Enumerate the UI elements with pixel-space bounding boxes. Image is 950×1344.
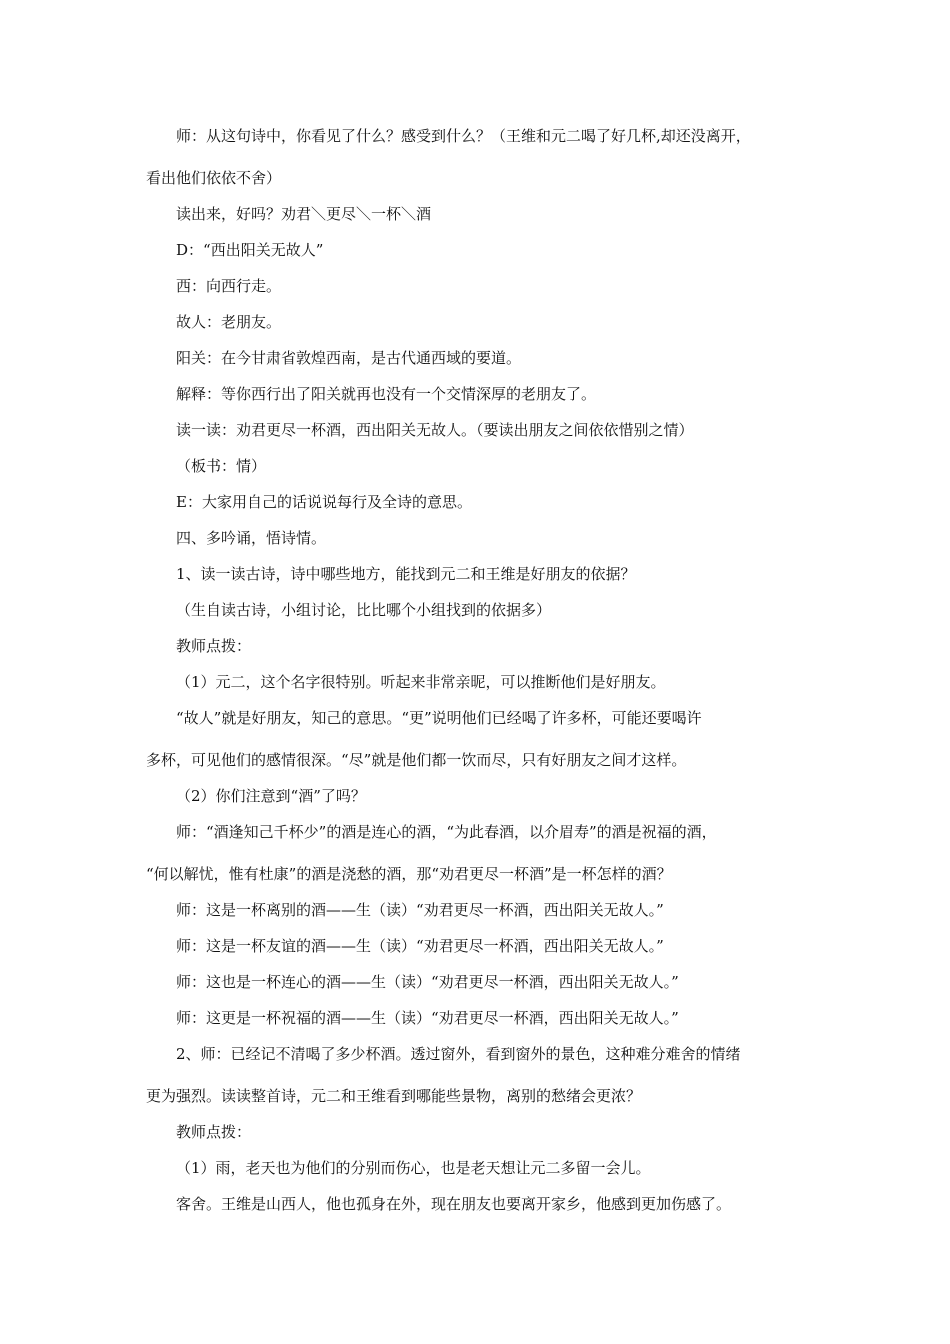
paragraph-line: D：“西出阳关无故人”: [176, 241, 324, 259]
paragraph-line: （板书：情）: [176, 457, 267, 475]
paragraph-line: （1）元二，这个名字很特别。听起来非常亲昵，可以推断他们是好朋友。: [176, 673, 666, 691]
paragraph-line: 教师点拨：: [176, 1123, 252, 1141]
section-heading: 四、多吟诵，悟诗情。: [176, 529, 327, 547]
paragraph-line: 读一读：劝君更尽一杯酒，西出阳关无故人。（要读出朋友之间依依惜别之情）: [176, 421, 694, 439]
paragraph-line: 西：向西行走。: [176, 277, 282, 295]
paragraph-line: 师：这是一杯友谊的酒——生（读）“劝君更尽一杯酒，西出阳关无故人。”: [176, 937, 664, 955]
paragraph-line: “故人”就是好朋友，知己的意思。“更”说明他们已经喝了许多杯，可能还要喝许: [176, 709, 702, 727]
paragraph-line: 客舍。王维是山西人，他也孤身在外，现在朋友也要离开家乡，他感到更加伤感了。: [176, 1195, 732, 1213]
paragraph-line: 解释：等你西行出了阳关就再也没有一个交情深厚的老朋友了。: [176, 385, 597, 403]
paragraph-line: 1、读一读古诗，诗中哪些地方，能找到元二和王维是好朋友的依据？: [176, 565, 636, 583]
paragraph-line: 师：从这句诗中，你看见了什么？感受到什么？（王维和元二喝了好几杯,却还没离开，: [176, 127, 751, 145]
paragraph-line: 师：这更是一杯祝福的酒——生（读）“劝君更尽一杯酒，西出阳关无故人。”: [176, 1009, 679, 1027]
paragraph-line: （2）你们注意到“酒”了吗？: [176, 787, 366, 805]
paragraph-line: 更为强烈。读读整首诗，元二和王维看到哪能些景物，离别的愁绪会更浓？: [146, 1087, 642, 1105]
paragraph-line: 阳关：在今甘肃省敦煌西南，是古代通西域的要道。: [176, 349, 522, 367]
paragraph-line: “何以解忧，惟有杜康”的酒是浇愁的酒，那“劝君更尽一杯酒”是一杯怎样的酒？: [146, 865, 672, 883]
paragraph-line: 多杯，可见他们的感情很深。“尽”就是他们都一饮而尽，只有好朋友之间才这样。: [146, 751, 687, 769]
paragraph-line: 教师点拨：: [176, 637, 252, 655]
paragraph-line: （1）雨，老天也为他们的分别而伤心，也是老天想让元二多留一会儿。: [176, 1159, 651, 1177]
paragraph-line: 看出他们依依不舍）: [146, 169, 282, 187]
paragraph-line: 故人：老朋友。: [176, 313, 282, 331]
paragraph-line: 读出来，好吗？劝君＼更尽＼一杯＼酒: [176, 205, 432, 223]
paragraph-line: E：大家用自己的话说说每行及全诗的意思。: [176, 493, 472, 511]
paragraph-line: 师：这是一杯离别的酒——生（读）“劝君更尽一杯酒，西出阳关无故人。”: [176, 901, 664, 919]
paragraph-line: 师：“酒逢知己千杯少”的酒是连心的酒，“为此春酒，以介眉寿”的酒是祝福的酒，: [176, 823, 717, 841]
paragraph-line: 2、师：已经记不清喝了多少杯酒。透过窗外，看到窗外的景色，这种难分难舍的情绪: [176, 1045, 741, 1063]
paragraph-line: （生自读古诗，小组讨论，比比哪个小组找到的依据多）: [176, 601, 552, 619]
paragraph-line: 师：这也是一杯连心的酒——生（读）“劝君更尽一杯酒，西出阳关无故人。”: [176, 973, 679, 991]
